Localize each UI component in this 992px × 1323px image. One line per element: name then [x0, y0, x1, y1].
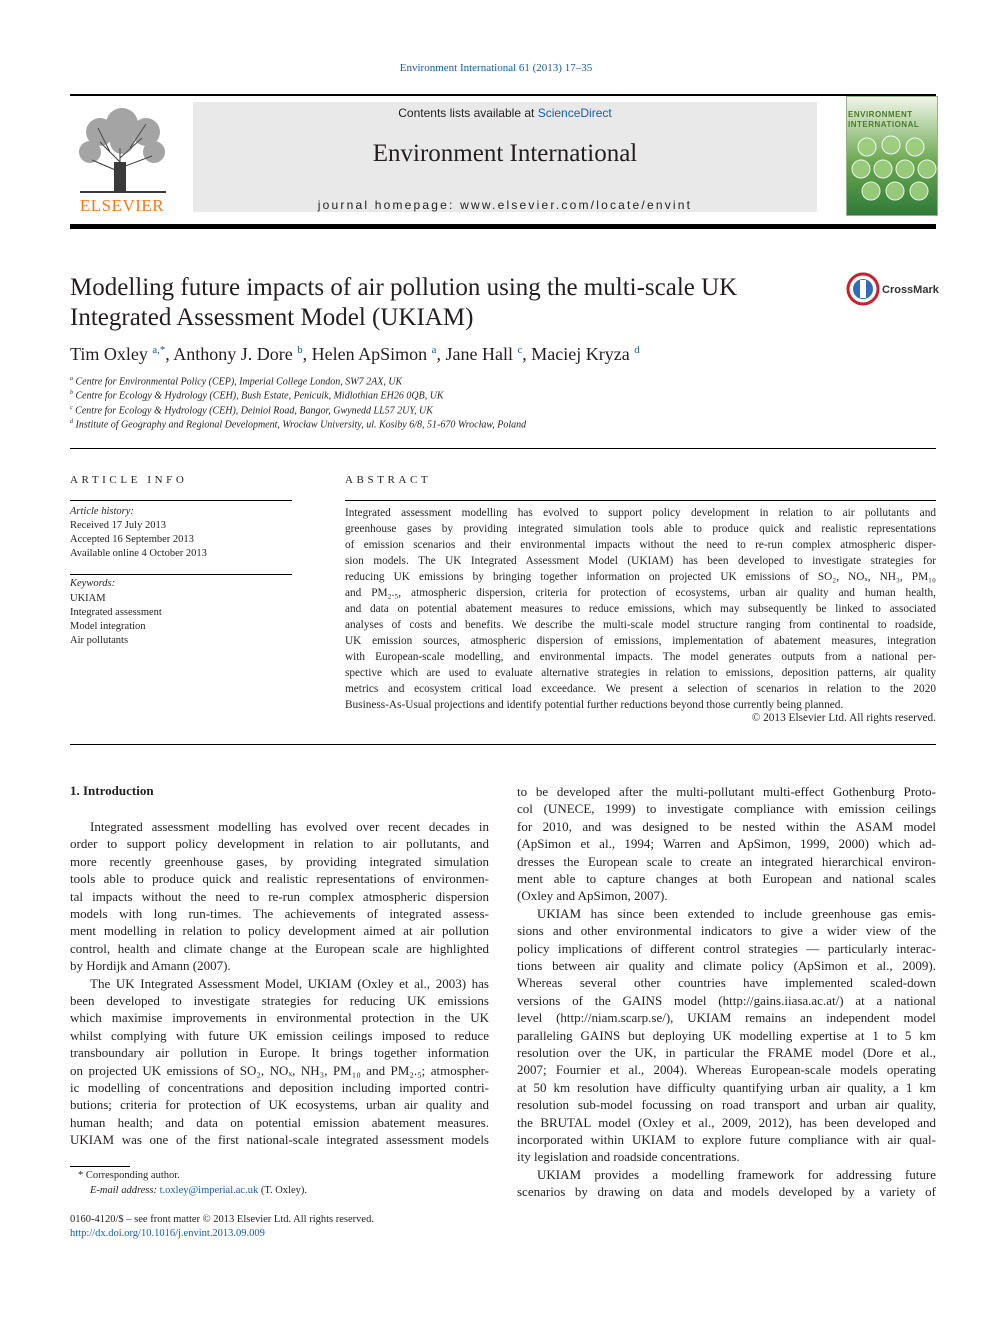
- footnote-rule: [70, 1166, 130, 1167]
- body-line: ment able to capture changes at both European and national scales: [517, 871, 936, 886]
- crossmark-label[interactable]: CrossMark: [882, 284, 939, 296]
- body-line: whilst complying with future UK emission ceilings imposed to reduce: [70, 1027, 489, 1043]
- affiliation: $^b$ Centre for Ecology & Hydrology (CEH), Bush Estate, Penicuik, Midlothian EH26 0QB, UK: [70, 390, 444, 402]
- body-line: paralleling GAINS but deploying UK modelling expertise at 1 to 5 km: [517, 1027, 936, 1043]
- body-line: scenarios by drawing on data and models developed by a variety of: [517, 1184, 936, 1200]
- section-rule: [70, 744, 936, 745]
- article-info-heading: ARTICLE INFO: [70, 474, 188, 486]
- body-line: tions between air quality and climate policy (ApSimon et al., 2009).: [517, 958, 936, 973]
- corresponding-author-note: * Corresponding author.: [78, 1170, 180, 1181]
- abstract-rule: [345, 500, 936, 501]
- body-line: dresses the European scale to create an integrated hierarchical environ-: [517, 853, 936, 869]
- elsevier-wordmark[interactable]: ELSEVIER: [79, 196, 165, 215]
- body-line: on projected UK emissions of SO₂, NOₓ, NH₃, PM₁₀ and PM₂.₅; atmospher-: [70, 1062, 489, 1078]
- body-line: The UK Integrated Assessment Model, UKIAM (Oxley et al., 2003) has: [90, 975, 489, 991]
- body-line: more recently greenhouse gases, by providing integrated simulation: [70, 853, 489, 869]
- email-link[interactable]: t.oxley@imperial.ac.uk: [159, 1185, 259, 1196]
- abstract-copyright: © 2013 Elsevier Ltd. All rights reserved.: [751, 712, 936, 724]
- body-line: versions of the GAINS model (http://gains.iiasa.ac.at/) at a national: [517, 992, 936, 1008]
- body-line: models with long run-times. The achievements of integrated assess-: [70, 906, 489, 921]
- affiliation: $^a$ Centre for Environmental Policy (CEP), Imperial College London, SW7 2AX, UK: [70, 376, 403, 388]
- body-line: been developed to investigate strategies for reducing UK emissions: [70, 993, 489, 1008]
- abstract-line: analyses of costs and benefits. We describe the multi-scale model structure ranging from continental to roadside,: [345, 619, 936, 631]
- article-history-heading: Article history:: [70, 506, 134, 517]
- header-thick-rule: [70, 224, 936, 229]
- keyword: Air pollutants: [70, 635, 129, 646]
- affiliation: $^d$ Institute of Geography and Regional Development, Wrocław University, ul. Kosiby 6/8, 51-670 Wrocław, Poland: [70, 419, 527, 431]
- contents-prefix: Contents lists available at: [398, 106, 535, 120]
- body-line: policy implications of different control strategies — particularly interac-: [517, 940, 936, 956]
- journal-reference[interactable]: Environment International 61 (2013) 17–35: [399, 62, 593, 74]
- affiliation: $^c$ Centre for Ecology & Hydrology (CEH), Deiniol Road, Bangor, Gwynedd LL57 2UY, UK: [70, 405, 433, 417]
- title-line-1: Modelling future impacts of air pollution using the multi-scale UK: [70, 274, 738, 301]
- abstract-line: sion models. The UK Integrated Assessment Model (UKIAM) has been developed to investigate strategies for: [345, 555, 936, 567]
- email-suffix: (T. Oxley).: [260, 1185, 308, 1196]
- contents-availability: [193, 106, 817, 120]
- body-line: ic modelling of concentrations and deposition including imported contri-: [70, 1080, 489, 1095]
- keyword: UKIAM: [70, 593, 106, 604]
- author[interactable]: Jane Hall $^c$: [445, 344, 523, 364]
- journal-homepage[interactable]: journal homepage: www.elsevier.com/locate/envint: [317, 198, 693, 212]
- body-line: (ApSimon et al., 1994; Warren and ApSimon, 1999, 2000) which ad-: [517, 836, 936, 852]
- body-line: tal impacts without the need to re-run complex atmospheric dispersion: [70, 888, 489, 904]
- abstract-line: spective which are used to evaluate alternative strategies in relation to emissions, deposition patterns, air quality: [345, 667, 936, 679]
- history-item: Accepted 16 September 2013: [70, 534, 194, 545]
- author[interactable]: Tim Oxley $^{a,*}$: [70, 344, 166, 364]
- keyword: Model integration: [70, 621, 146, 632]
- sciencedirect-link[interactable]: ScienceDirect: [537, 106, 612, 120]
- body-line: which maximise improvements in environmental protection in the UK: [70, 1010, 489, 1026]
- issn-note: 0160-4120/$ – see front matter © 2013 Elsevier Ltd. All rights reserved.: [70, 1214, 374, 1225]
- abstract-line: Integrated assessment modelling has evolved to support policy development in relation to air pollutants and: [345, 507, 936, 519]
- abstract-line: reducing UK emissions by bringing together information on projected UK emissions of SO₂, NOₓ, NH₃, PM₁₀: [345, 571, 936, 583]
- abstract-line: UK emission sources, atmospheric dispersion of emissions, implementation of abatement measures, integration: [345, 635, 936, 647]
- body-line: incorporated within UKIAM to explore future compliance with air qual-: [517, 1132, 936, 1147]
- abstract-line: Business-As-Usual projections and identify potential further reductions beyond those currently being planned.: [345, 699, 844, 711]
- body-line: butions; criteria for protection of UK ecosystems, urban air quality and: [70, 1097, 489, 1113]
- keyword: Integrated assessment: [70, 607, 162, 618]
- body-line: resolution sub-model focussing on road transport and urban air quality,: [517, 1097, 936, 1113]
- body-line: for 2010, and was designed to be nested within the ASAM model: [517, 818, 936, 834]
- body-line: col (UNECE, 1999) to investigate compliance with emission ceilings: [517, 801, 936, 817]
- section-heading-introduction: 1. Introduction: [70, 783, 154, 798]
- body-line: UKIAM has since been extended to include greenhouse gas emis-: [537, 905, 936, 921]
- cover-title-line2: INTERNATIONAL: [848, 120, 920, 129]
- body-line: to be developed after the multi-pollutant multi-effect Gothenburg Proto-: [517, 784, 936, 799]
- body-line: at 50 km resolution have difficulty quantifying urban air quality, a 1 km: [517, 1079, 936, 1095]
- email-note: [90, 1185, 307, 1196]
- body-line: Integrated assessment modelling has evolved over recent decades in: [90, 819, 489, 834]
- title-line-2: Integrated Assessment Model (UKIAM): [70, 304, 474, 331]
- article-info-rule: [70, 500, 292, 501]
- author[interactable]: Anthony J. Dore $^b$: [173, 344, 303, 364]
- author[interactable]: Maciej Kryza $^d$: [531, 344, 640, 364]
- body-line: 2007; Fournier et al., 2004). Whereas European-scale models operating: [517, 1062, 936, 1078]
- section-rule: [70, 448, 936, 449]
- keywords-rule: [70, 574, 292, 575]
- body-line: sions and other environmental indicators to give a wider view of the: [517, 923, 936, 939]
- abstract-line: of emission scenarios and their environmental impacts without the need to re-run complex atmospheric disper-: [345, 539, 936, 551]
- body-line: ment modelling in relation to policy development aimed at air pollution: [70, 923, 489, 939]
- doi-link[interactable]: http://dx.doi.org/10.1016/j.envint.2013.09.009: [70, 1228, 265, 1239]
- abstract-line: and data on potential abatement measures to reduce emissions, which may subsequently be linked to associated: [345, 603, 936, 615]
- abstract-line: with European-scale modelling, and environmental impacts. The model generates outputs from a national per-: [345, 651, 936, 663]
- body-line: transboundary air pollution in Europe. It brings together information: [70, 1045, 489, 1061]
- body-line: order to support policy development in relation to air pollutants, and: [70, 836, 489, 852]
- body-line: ity legislation and roadside concentrations.: [517, 1149, 740, 1165]
- abstract-line: greenhouse gases by providing integrated simulation tools able to produce quick and realistic representations: [345, 523, 936, 535]
- header-top-rule: [70, 94, 936, 96]
- abstract-line: metrics and ecosystem critical load exceedance. We present a selection of scenarios in relation to the 2020: [345, 683, 936, 695]
- body-line: resolution over the UK, in particular the FRAME model (Dore et al.,: [517, 1045, 936, 1060]
- keywords-heading: Keywords:: [70, 578, 116, 589]
- body-line: tools able to produce quick and realistic representations of environmen-: [70, 871, 489, 887]
- author-list: Tim Oxley $^{a,*}$, Anthony J. Dore $^b$, Helen ApSimon $^a$, Jane Hall $^c$, Maciej Kryza $^d$: [70, 344, 640, 364]
- body-line: (Oxley and ApSimon, 2007).: [517, 888, 668, 904]
- cover-title-line1: ENVIRONMENT: [848, 110, 913, 119]
- journal-title: Environment International: [372, 140, 638, 167]
- body-line: human health; and data on potential emission abatement measures.: [70, 1114, 489, 1130]
- body-line: level (http://niam.scarp.se/), UKIAM remains an independent model: [517, 1010, 936, 1026]
- body-line: UKIAM provides a modelling framework for addressing future: [537, 1166, 936, 1182]
- email-label: E-mail address:: [90, 1185, 157, 1196]
- body-line: the BRUTAL model (Oxley et al., 2009, 2012), has been developed and: [517, 1114, 936, 1130]
- body-line: Whereas several other countries have implemented scaled-down: [517, 975, 936, 991]
- body-line: UKIAM was one of the first national-scale integrated assessment models: [70, 1132, 489, 1148]
- body-line: by Hordijk and Amann (2007).: [70, 958, 231, 974]
- paper-title: [70, 273, 770, 333]
- author[interactable]: Helen ApSimon $^a$: [311, 344, 437, 364]
- abstract-line: and PM₂.₅, atmospheric dispersion, criteria for protection of ecosystems, urban air quality and human health,: [345, 587, 936, 599]
- history-item: Available online 4 October 2013: [70, 548, 207, 559]
- history-item: Received 17 July 2013: [70, 520, 166, 531]
- abstract-heading: ABSTRACT: [345, 474, 432, 486]
- body-line: control, health and climate change at the European scale are highlighted: [70, 940, 489, 956]
